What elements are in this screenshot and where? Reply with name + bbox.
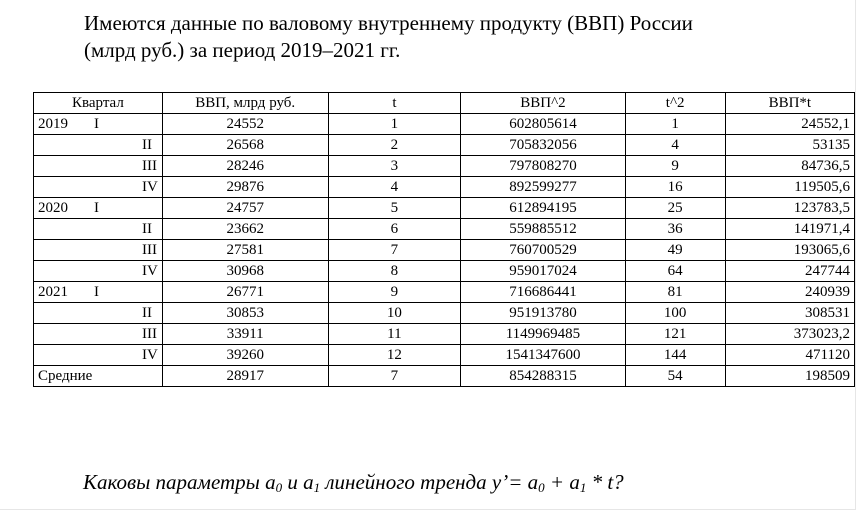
cell-gdp-times-t: 84736,5 [725,156,854,177]
cell-gdp-squared: 705832056 [461,135,625,156]
cell-quarter [34,303,163,324]
table-row [34,345,855,366]
cell-t-squared: 81 [625,282,725,303]
cell-gdp: 39260 [162,345,328,366]
table-row [34,324,855,345]
cell-gdp: 26771 [162,282,328,303]
cell-t: 12 [328,345,461,366]
cell-gdp-times-t: 141971,4 [725,219,854,240]
cell-gdp-times-t: 53135 [725,135,854,156]
cell-t-squared: 9 [625,156,725,177]
cell-quarter [34,219,163,240]
cell-quarter-label: III [142,326,157,342]
question-part-3: линейного тренда y’= a [320,470,539,494]
header-gdp-squared: ВВП^2 [461,93,625,114]
header-quarter: Квартал [34,93,163,114]
cell-quarter-label: I [94,116,99,132]
cell-quarter-label: II [142,221,152,237]
cell-quarter-label: II [142,305,152,321]
cell-gdp: 23662 [162,219,328,240]
cell-gdp-squared: 716686441 [461,282,625,303]
cell-quarter [34,135,163,156]
question-part-2: и a [282,470,314,494]
header-gdp: ВВП, млрд руб. [162,93,328,114]
cell-gdp: 24757 [162,198,328,219]
table-header-row [34,93,855,114]
question-text [83,470,624,496]
cell-gdp-times-t: 247744 [725,261,854,282]
cell-t-squared: 49 [625,240,725,261]
cell-quarter-label: I [94,284,99,300]
cell-quarter-label: I [94,200,99,216]
cell-gdp-squared: 892599277 [461,177,625,198]
question-subscript-a1: 1 [313,480,321,495]
gdp-table [33,92,855,387]
question-subscript-a1-trend: 1 [579,480,587,495]
cell-gdp-times-t: 471120 [725,345,854,366]
intro-line-2: (млрд руб.) за период 2019–2021 гг. [84,38,401,62]
table-row [34,303,855,324]
cell-t: 3 [328,156,461,177]
cell-gdp-times-t: 373023,2 [725,324,854,345]
table-row [34,177,855,198]
cell-t: 2 [328,135,461,156]
cell-quarter [34,345,163,366]
table-row [34,135,855,156]
cell-gdp-times-t-average: 198509 [725,366,854,387]
cell-t-squared: 64 [625,261,725,282]
cell-gdp: 26568 [162,135,328,156]
cell-gdp-squared: 1541347600 [461,345,625,366]
cell-t-average: 7 [328,366,461,387]
cell-t-squared: 144 [625,345,725,366]
table-row [34,219,855,240]
cell-gdp-squared: 612894195 [461,198,625,219]
cell-gdp: 29876 [162,177,328,198]
cell-t: 5 [328,198,461,219]
table-body [34,114,855,387]
cell-gdp-squared: 959017024 [461,261,625,282]
question-part-1: Каковы параметры a [83,470,276,494]
table-row [34,261,855,282]
cell-gdp-squared: 602805614 [461,114,625,135]
cell-gdp-times-t: 240939 [725,282,854,303]
cell-quarter-label: IV [142,179,158,195]
cell-quarter [34,114,163,135]
cell-t-squared: 25 [625,198,725,219]
table-row [34,240,855,261]
cell-quarter [34,177,163,198]
cell-gdp: 27581 [162,240,328,261]
cell-t: 7 [328,240,461,261]
cell-quarter [34,261,163,282]
cell-t-squared: 36 [625,219,725,240]
cell-gdp-squared: 559885512 [461,219,625,240]
cell-gdp-times-t: 24552,1 [725,114,854,135]
cell-quarter [34,282,163,303]
cell-t: 1 [328,114,461,135]
cell-quarter-label: II [142,137,152,153]
cell-gdp-squared: 951913780 [461,303,625,324]
cell-t: 11 [328,324,461,345]
cell-quarter-label: III [142,242,157,258]
cell-gdp-times-t: 123783,5 [725,198,854,219]
cell-t: 8 [328,261,461,282]
cell-t-squared: 100 [625,303,725,324]
cell-gdp: 30968 [162,261,328,282]
header-t: t [328,93,461,114]
table-row [34,156,855,177]
cell-gdp: 24552 [162,114,328,135]
cell-quarter [34,324,163,345]
table-row-averages [34,366,855,387]
intro-text [84,10,804,64]
cell-gdp: 28246 [162,156,328,177]
cell-gdp-times-t: 193065,6 [725,240,854,261]
cell-quarter-label: III [142,158,157,174]
cell-t-squared-average: 54 [625,366,725,387]
table-row [34,114,855,135]
cell-t-squared: 4 [625,135,725,156]
header-t-squared: t^2 [625,93,725,114]
cell-t: 9 [328,282,461,303]
cell-gdp-squared: 760700529 [461,240,625,261]
cell-quarter-label: IV [142,263,158,279]
cell-gdp-times-t: 308531 [725,303,854,324]
header-gdp-times-t: ВВП*t [725,93,854,114]
cell-gdp: 33911 [162,324,328,345]
cell-quarter [34,156,163,177]
cell-gdp: 30853 [162,303,328,324]
cell-gdp-times-t: 119505,6 [725,177,854,198]
question-subscript-a0-trend: 0 [538,480,545,495]
cell-gdp-squared: 1149969485 [461,324,625,345]
cell-quarter-label: IV [142,347,158,363]
cell-gdp-squared: 797808270 [461,156,625,177]
question-part-5: * t? [586,470,624,494]
table-row [34,198,855,219]
cell-t: 10 [328,303,461,324]
cell-quarter [34,198,163,219]
cell-year-label: 2020 [38,200,68,216]
cell-t-squared: 16 [625,177,725,198]
cell-gdp-squared-average: 854288315 [461,366,625,387]
cell-t: 6 [328,219,461,240]
cell-t-squared: 1 [625,114,725,135]
question-subscript-a0: 0 [275,480,283,495]
cell-gdp-average: 28917 [162,366,328,387]
cell-t: 4 [328,177,461,198]
cell-t-squared: 121 [625,324,725,345]
cell-year-label: 2019 [38,116,68,132]
intro-line-1: Имеются данные по валовому внутреннему продукту (ВВП) России [84,11,693,35]
question-part-4: + a [544,470,580,494]
table-row [34,282,855,303]
cell-quarter [34,240,163,261]
cell-averages-label: Средние [34,366,163,387]
cell-year-label: 2021 [38,284,68,300]
